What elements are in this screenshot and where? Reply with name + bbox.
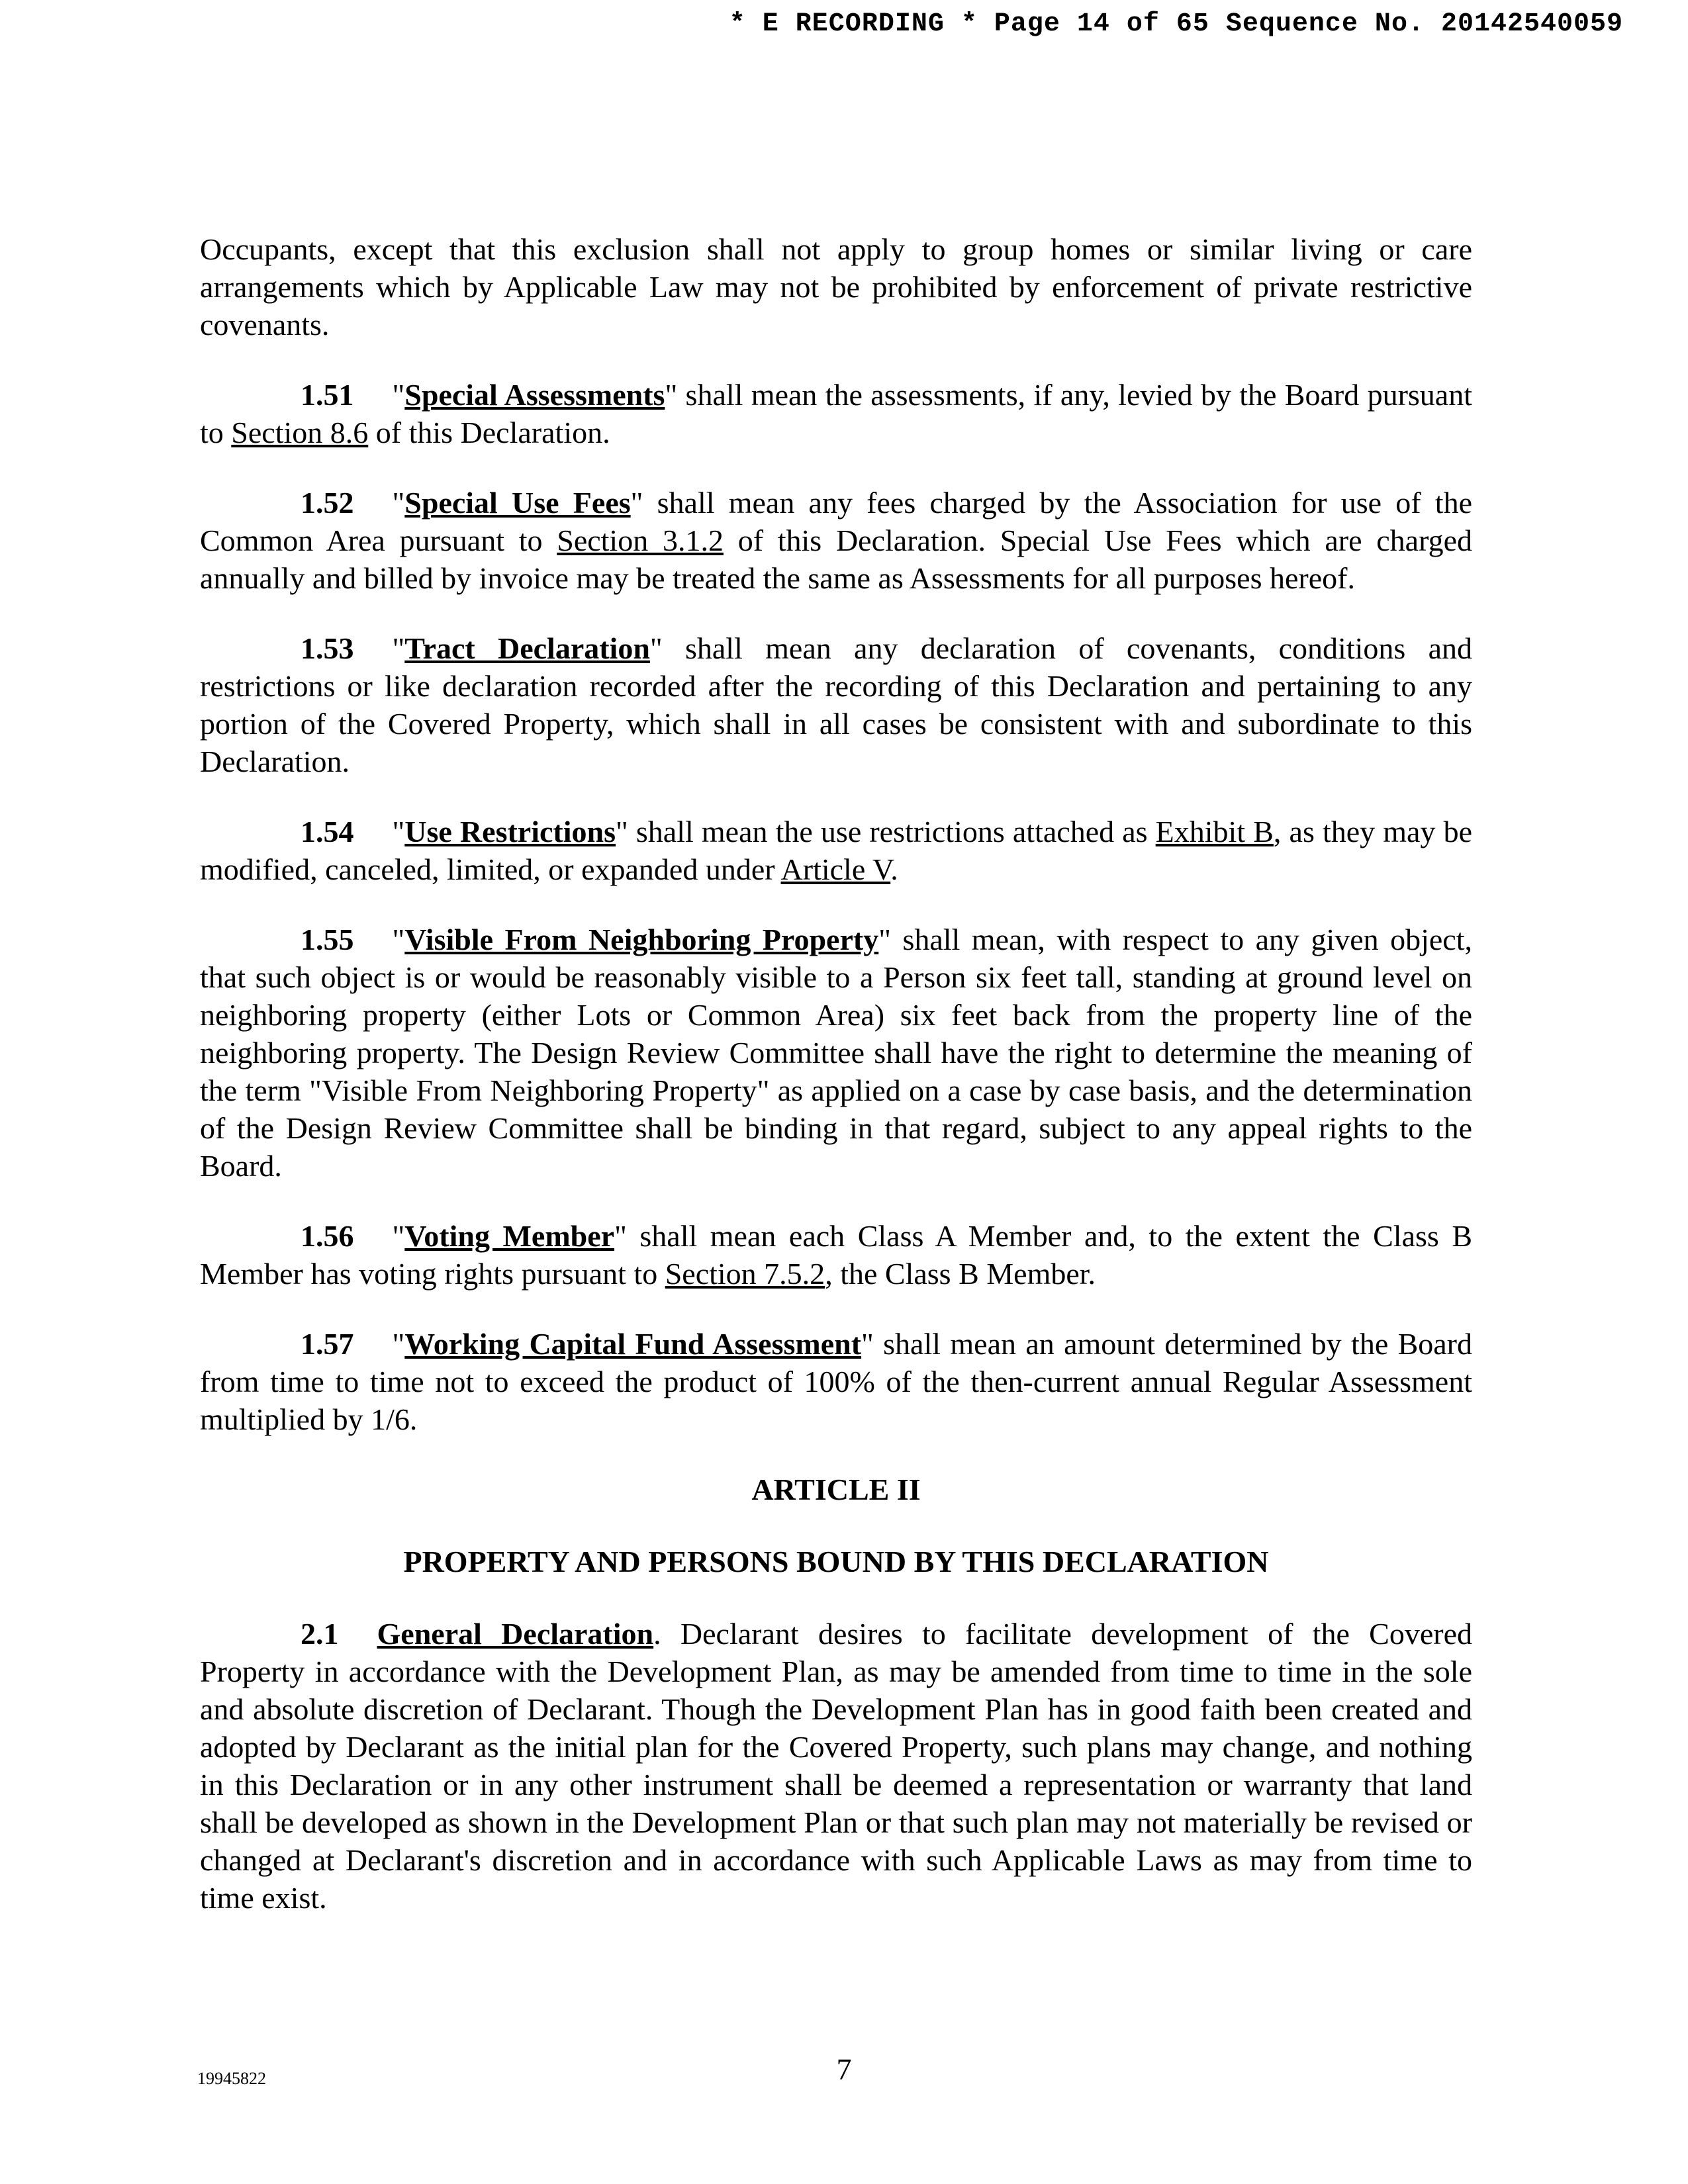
definition-1-57: 1.57 "Working Capital Fund Assessment" shall mean an amount determined by the Board from time to time not to exceed the product of 100% of the then-current annual Regular Assessment multiplied by 1/6. xyxy=(200,1327,1472,1436)
definition-number: 1.52 xyxy=(301,486,354,520)
section-text: . Declarant desires to facilitate development of the Covered Property in accordance with the Development Plan, as may be amended from time to time in the sole and absolute discretion of Declarant. Though the Development Plan has in good faith been created and adopted by Declarant as the initial plan for the Covered Property, such plans may change, and nothing in this Declaration or in any other instrument shall be deemed a representation or warranty that land shall be developed as shown in the Development Plan or that such plan may not materially be revised or changed at Declarant's discretion and in accordance with such Applicable Laws as may from time to time exist. xyxy=(200,1617,1473,1915)
definition-number: 1.56 xyxy=(301,1219,354,1253)
definition-text: , the Class B Member. xyxy=(825,1257,1096,1291)
article-reference: Article V xyxy=(780,852,891,886)
defined-term: Visible From Neighboring Property xyxy=(404,923,879,956)
definition-number: 1.55 xyxy=(301,923,354,956)
section-reference: Section 7.5.2 xyxy=(665,1257,825,1291)
definition-text: " shall mean each Class A Member and, to the extent the Class B Member has voting rights pursuant to xyxy=(200,1219,1472,1291)
article-title: ARTICLE II xyxy=(751,1473,921,1506)
definition-text: . xyxy=(890,852,898,886)
definition-text: of this Declaration. xyxy=(368,416,610,449)
recording-stamp: * E RECORDING * Page 14 of 65 Sequence No. 20142540059 xyxy=(729,9,1623,39)
definition-1-52: 1.52 "Special Use Fees" shall mean any fees charged by the Association for use of the Common Area pursuant to Section 3.1.2 of this Declaration. Special Use Fees which are charged annually and billed by invoice may be treated the same as Assessments for all purposes hereof. xyxy=(200,486,1472,595)
intro-paragraph: Occupants, except that this exclusion shall not apply to group homes or similar living or care arrangements which by Applicable Law may not be prohibited by enforcement of private restrictive covenants. xyxy=(200,232,1472,341)
section-reference: Section 3.1.2 xyxy=(557,523,724,557)
definition-text: " shall mean any declaration of covenants, conditions and restrictions or like declaration recorded after the recording of this Declaration and pertaining to any portion of the Covered Property, which shall in all cases be consistent with and subordinate to this Declaration. xyxy=(200,631,1472,778)
definition-text: , as they may be modified, canceled, limited, or expanded under xyxy=(200,815,1473,886)
definition-text: " shall mean the assessments, if any, levied by the Board pursuant to xyxy=(200,378,1472,449)
definition-1-55: 1.55 "Visible From Neighboring Property" shall mean, with respect to any given object, that such object is or would be reasonably visible to a Person six feet tall, standing at ground level on neighboring property (either Lots or Common Area) six feet back from the property line of the neighboring property. The Design Review Committee shall have the right to determine the meaning of the term "Visible From Neighboring Property" as applied on a case by case basis, and the determination of the Design Review Committee shall be binding in that regard, subject to any appeal rights to the Board. xyxy=(200,923,1473,1183)
definition-text: " shall mean any fees charged by the Association for use of the Common Area pursuant to xyxy=(200,486,1472,557)
definition-number: 1.54 xyxy=(301,815,354,848)
defined-term: Working Capital Fund Assessment xyxy=(404,1327,862,1361)
section-2-1 xyxy=(200,1615,1472,1917)
section-reference: Section 8.6 xyxy=(231,416,369,449)
definition-1-51: 1.51 "Special Assessments" shall mean the assessments, if any, levied by the Board pursuant to Section 8.6 of this Declaration. xyxy=(200,378,1472,449)
definition-text: " shall mean the use restrictions attached as xyxy=(616,815,1156,848)
definition-number: 1.53 xyxy=(301,631,354,665)
defined-term: Tract Declaration xyxy=(404,631,650,665)
document-id: 19945822 xyxy=(197,2069,266,2088)
definition-number: 1.57 xyxy=(301,1327,354,1361)
document-body xyxy=(200,230,1472,1949)
definition-1-53: 1.53 "Tract Declaration" shall mean any declaration of covenants, conditions and restrictions or like declaration recorded after the recording of this Declaration and pertaining to any portion of the Covered Property, which shall in all cases be consistent with and subordinate to this Declaration. xyxy=(200,631,1472,778)
section-number: 2.1 xyxy=(301,1617,339,1651)
exhibit-reference: Exhibit B xyxy=(1155,815,1274,848)
definition-number: 1.51 xyxy=(301,378,354,412)
definition-1-54: 1.54 "Use Restrictions" shall mean the use restrictions attached as Exhibit B, as they may be modified, canceled, limited, or expanded under Article V. xyxy=(200,815,1473,886)
defined-term: Special Assessments xyxy=(404,378,665,412)
section-heading: General Declaration xyxy=(377,1617,654,1651)
definition-text: of this Declaration. Special Use Fees which are charged annually and billed by invoice may be treated the same as Assessments for all purposes hereof. xyxy=(200,523,1472,595)
definition-1-56: 1.56 "Voting Member" shall mean each Class A Member and, to the extent the Class B Member has voting rights pursuant to Section 7.5.2, the Class B Member. xyxy=(200,1219,1472,1291)
article-subtitle: PROPERTY AND PERSONS BOUND BY THIS DECLARATION xyxy=(403,1545,1269,1578)
definition-text: " shall mean an amount determined by the Board from time to time not to exceed the product of 100% of the then-current annual Regular Assessment multiplied by 1/6. xyxy=(200,1327,1472,1436)
defined-term: Special Use Fees xyxy=(404,486,631,520)
defined-term: Use Restrictions xyxy=(404,815,616,848)
definition-text: " shall mean, with respect to any given object, that such object is or would be reasonably visible to a Person six feet tall, standing at ground level on neighboring property (either Lots or Common Area) six feet back from the property line of the neighboring property. The Design Review Committee shall have the right to determine the meaning of the term "Visible From Neighboring Property" as applied on a case by case basis, and the determination of the Design Review Committee shall be binding in that regard, subject to any appeal rights to the Board. xyxy=(200,923,1473,1183)
defined-term: Voting Member xyxy=(404,1219,615,1253)
page-number: 7 xyxy=(836,2052,852,2086)
